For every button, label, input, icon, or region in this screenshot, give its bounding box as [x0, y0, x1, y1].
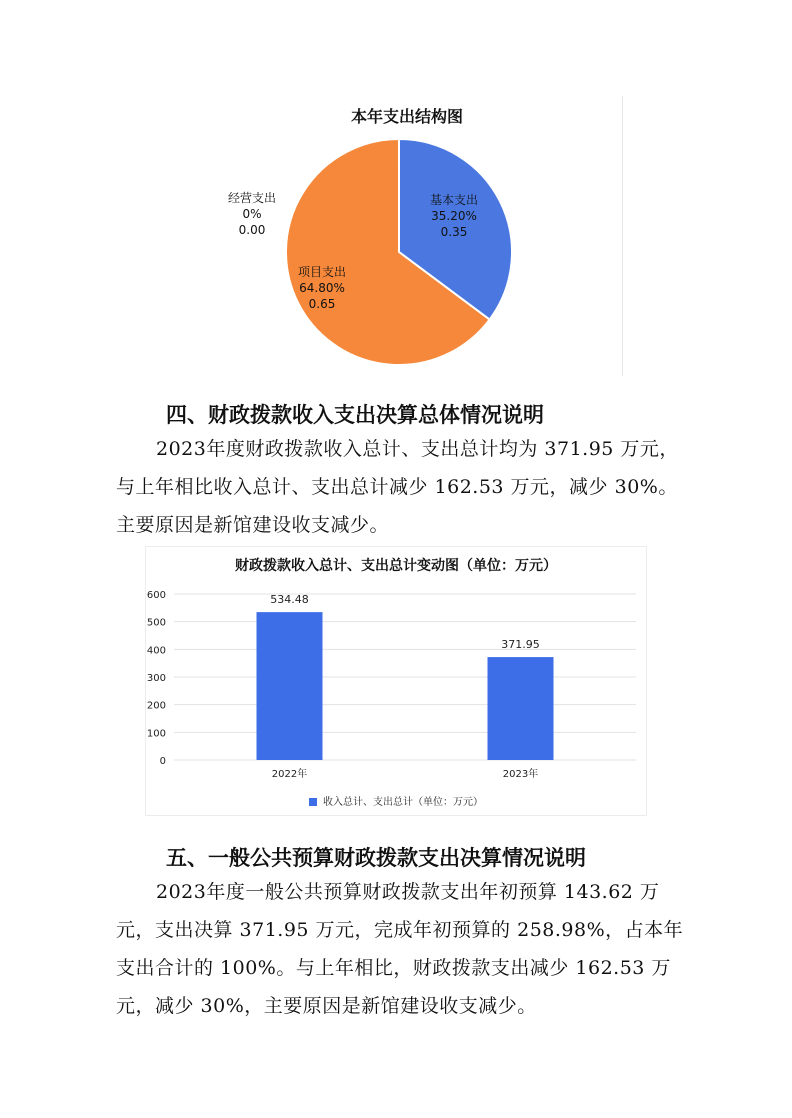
bar-1 [488, 657, 554, 760]
bar-chart-panel [145, 546, 647, 816]
pie-label-project-percent: 64.80% [299, 281, 345, 295]
pie-label-basic [430, 192, 478, 240]
legend-label: 收入总计、支出总计（单位：万元） [323, 797, 483, 808]
y-tick-label-200: 200 [146, 700, 166, 712]
x-tick-label-1: 2023年 [502, 769, 539, 780]
section4-heading: 四、财政拨款收入支出决算总体情况说明 [166, 403, 544, 427]
section4-paragraph: 2023年度财政拨款收入总计、支出总计均为 371.95 万元，与上年相比收入总计、支出总计减少 162.53 万元，减少 30%。主要原因是新馆建设收支减少。 [116, 438, 679, 536]
y-tick-label-0: 0 [159, 756, 166, 767]
y-tick-label-300: 300 [146, 673, 166, 684]
legend-swatch [309, 798, 317, 806]
section5-heading: 五、一般公共预算财政拨款支出决算情况说明 [166, 846, 586, 870]
bar-chart-title: 财政拨款收入总计、支出总计变动图（单位：万元） [235, 558, 557, 574]
pie-label-project-name: 项目支出 [298, 265, 347, 279]
bar-data-label-0: 534.48 [270, 593, 309, 607]
bar-chart [146, 547, 646, 787]
pie-chart-panel [192, 96, 623, 376]
pie-label-business-name: 经营支出 [228, 191, 277, 205]
pie-label-basic-value: 0.35 [440, 225, 468, 239]
bar-data-label-1: 371.95 [501, 638, 540, 652]
pie-label-basic-name: 基本支出 [430, 193, 479, 207]
y-tick-label-100: 100 [146, 728, 166, 740]
pie-label-project [298, 264, 346, 312]
bar-0 [257, 612, 323, 760]
pie-label-project-value: 0.65 [308, 297, 336, 311]
y-tick-label-500: 500 [146, 617, 166, 629]
x-tick-label-0: 2022年 [271, 769, 308, 780]
pie-chart-title: 本年支出结构图 [350, 107, 463, 126]
pie-label-business-value: 0.00 [238, 223, 266, 237]
y-tick-label-400: 400 [146, 645, 166, 657]
pie-label-business [228, 190, 276, 238]
pie-label-basic-percent: 35.20% [431, 209, 477, 223]
y-tick-label-600: 600 [146, 590, 166, 601]
pie-label-business-percent: 0% [242, 207, 262, 221]
bar-chart-legend [146, 793, 646, 808]
section5-paragraph: 2023年度一般公共预算财政拨款支出年初预算 143.62 万元，支出决算 371.95 万元，完成年初预算的 258.98%，占本年支出合计的 100%。与上年相比，财政拨款支出减少 162.53 万元，减少 30%，主要原因是新馆建设收支减少。 [116, 881, 684, 1017]
